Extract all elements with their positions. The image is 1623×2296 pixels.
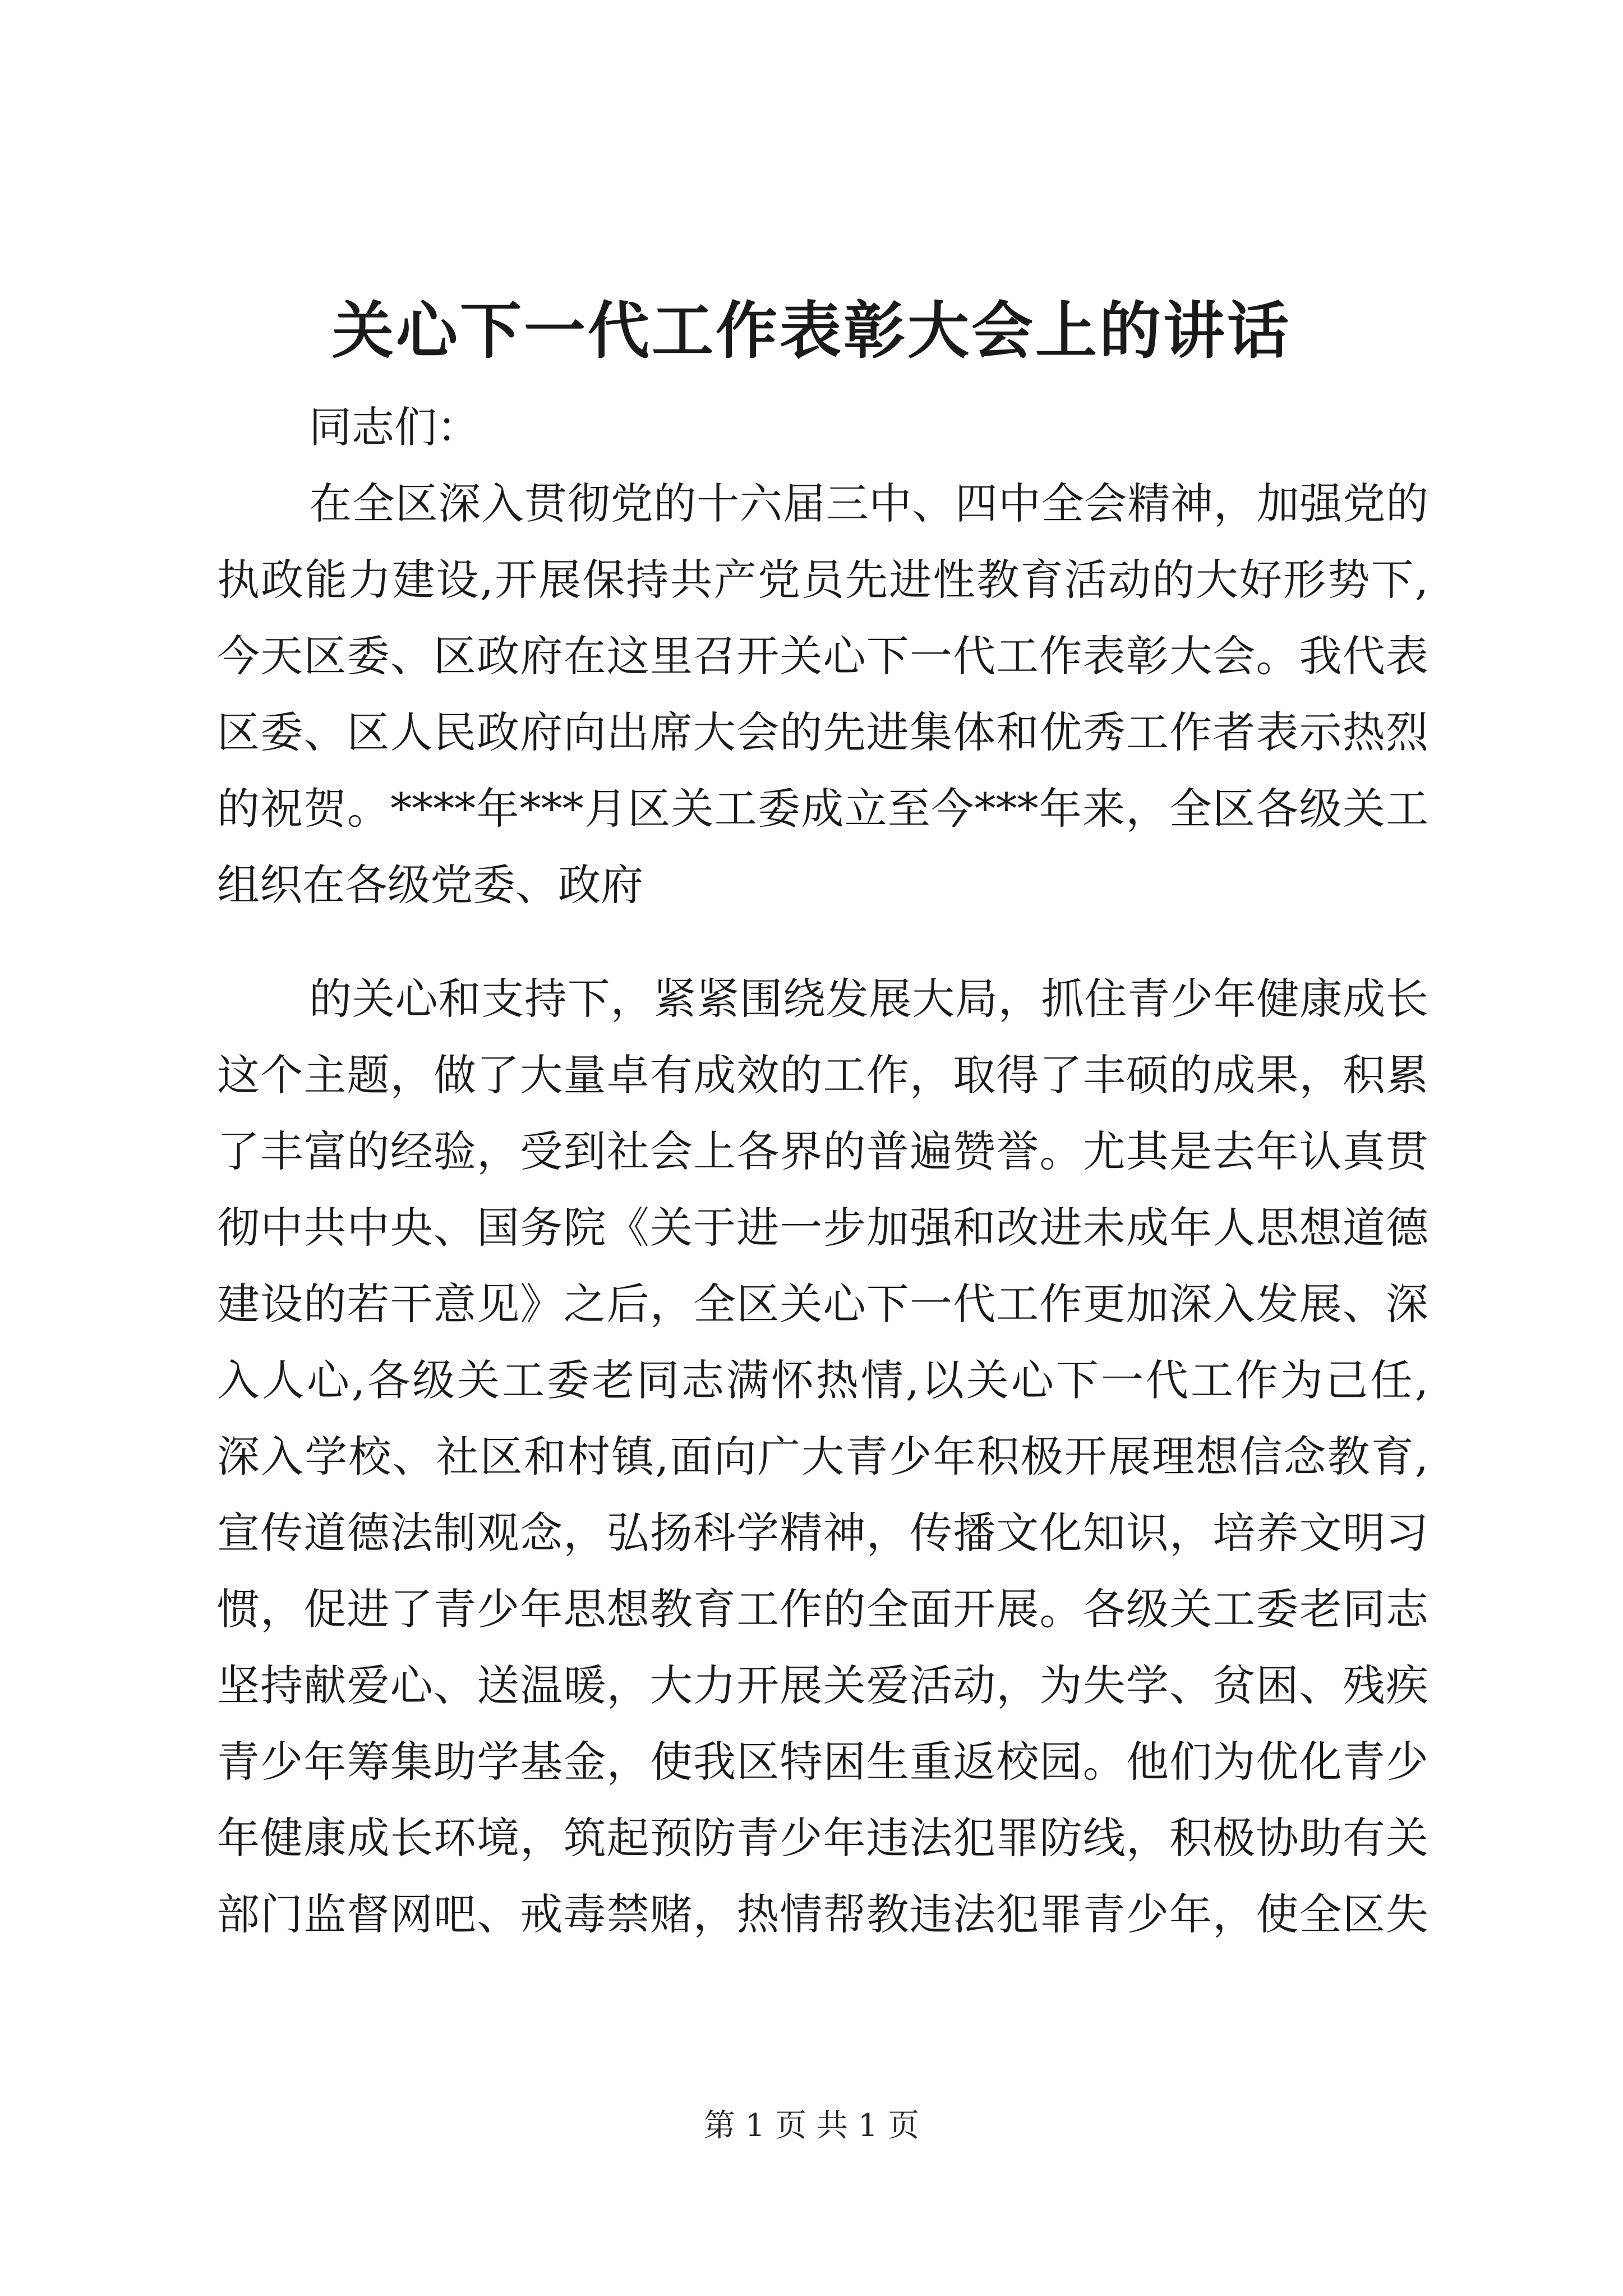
paragraph-line: 坚持献爱心、送温暖，大力开展关爱活动，为失学、贫困、残疾	[217, 1660, 1428, 1710]
salutation: 同志们：	[309, 402, 479, 452]
paragraph-line: 执政能力建设,开展保持共产党员先进性教育活动的大好形势下,	[217, 555, 1428, 605]
page-footer: 第 1 页 共 1 页	[703, 2108, 920, 2144]
paragraph-line: 的祝贺。****年***月区关工委成立至今***年来，全区各级关工	[217, 784, 1428, 834]
paragraph-line: 宣传道德法制观念，弘扬科学精神，传播文化知识，培养文明习	[217, 1508, 1428, 1558]
paragraph-line: 这个主题，做了大量卓有成效的工作，取得了丰硕的成果，积累	[217, 1050, 1428, 1100]
paragraph-line: 区委、区人民政府向出席大会的先进集体和优秀工作者表示热烈	[217, 707, 1428, 757]
paragraph-line: 青少年筹集助学基金，使我区特困生重返校园。他们为优化青少	[217, 1737, 1428, 1787]
paragraph-line: 在全区深入贯彻党的十六届三中、四中全会精神，加强党的	[309, 478, 1428, 528]
paragraph-line: 建设的若干意见》之后，全区关心下一代工作更加深入发展、深	[217, 1279, 1428, 1329]
paragraph-line: 的关心和支持下，紧紧围绕发展大局，抓住青少年健康成长	[309, 974, 1428, 1024]
paragraph-line: 年健康成长环境，筑起预防青少年违法犯罪防线，积极协助有关	[217, 1813, 1428, 1863]
paragraph-line: 深入学校、社区和村镇,面向广大青少年积极开展理想信念教育,	[217, 1432, 1428, 1481]
paragraph-line: 今天区委、区政府在这里召开关心下一代工作表彰大会。我代表	[217, 631, 1428, 681]
document-title: 关心下一代工作表彰大会上的讲话	[332, 295, 1291, 367]
paragraph-line: 惯，促进了青少年思想教育工作的全面开展。各级关工委老同志	[217, 1584, 1428, 1634]
paragraph-line: 入人心,各级关工委老同志满怀热情,以关心下一代工作为己任,	[217, 1355, 1428, 1405]
paragraph-line: 部门监督网吧、戒毒禁赌，热情帮教违法犯罪青少年，使全区失	[217, 1889, 1428, 1939]
paragraph-line: 了丰富的经验，受到社会上各界的普遍赞誉。尤其是去年认真贯	[217, 1126, 1428, 1176]
paragraph-line: 组织在各级党委、政府	[217, 860, 643, 910]
paragraph-line: 彻中共中央、国务院《关于进一步加强和改进未成年人思想道德	[217, 1203, 1428, 1253]
